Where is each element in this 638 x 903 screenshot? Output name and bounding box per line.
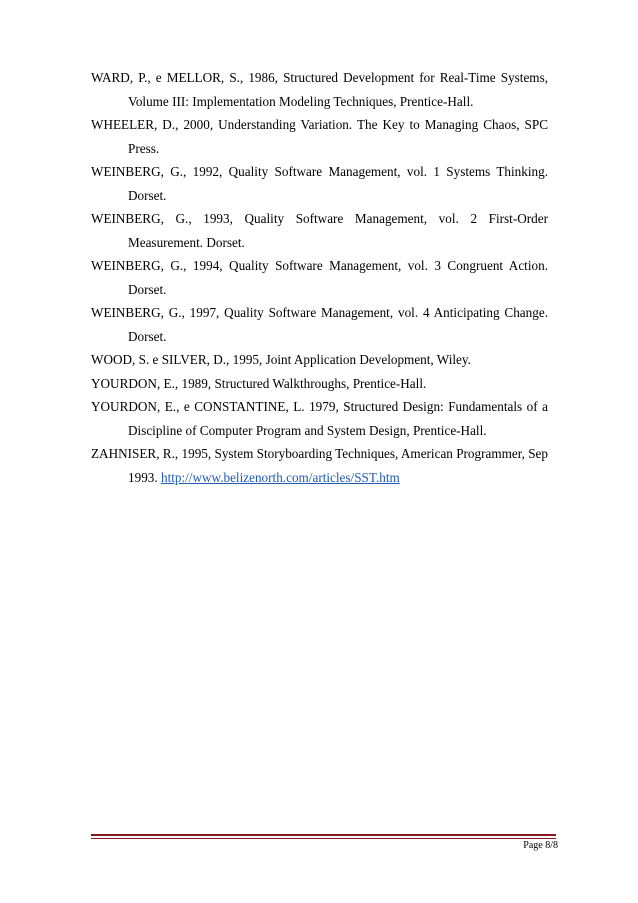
reference-list [91, 66, 548, 489]
reference-entry: WEINBERG, G., 1994, Quality Software Management, vol. 3 Congruent Action. Dorset. [91, 258, 548, 297]
reference-entry: WHEELER, D., 2000, Understanding Variation. The Key to Managing Chaos, SPC Press. [91, 117, 548, 156]
footer-rule-thin [91, 838, 556, 839]
reference-entry: WARD, P., e MELLOR, S., 1986, Structured Development for Real-Time Systems, Volume III: Implementation Modeling Techniques, Prentice-Hall. [91, 70, 548, 109]
reference-entry: YOURDON, E., e CONSTANTINE, L. 1979, Structured Design: Fundamentals of a Discipline of Computer Program and System Design, Prentice-Hall. [91, 399, 548, 438]
reference-entry: WEINBERG, G., 1992, Quality Software Management, vol. 1 Systems Thinking. Dorset. [91, 164, 548, 203]
reference-entry: WOOD, S. e SILVER, D., 1995, Joint Application Development, Wiley. [91, 352, 471, 367]
footer-rule [91, 834, 556, 836]
reference-entry: WEINBERG, G., 1993, Quality Software Management, vol. 2 First-Order Measurement. Dorset. [91, 211, 548, 250]
page-number: Page 8/8 [523, 840, 558, 851]
reference-link[interactable]: http://www.belizenorth.com/articles/SST.htm [160, 469, 400, 485]
reference-entry: YOURDON, E., 1989, Structured Walkthroughs, Prentice-Hall. [91, 375, 427, 391]
reference-entry [91, 442, 548, 489]
reference-entry: WEINBERG, G., 1997, Quality Software Management, vol. 4 Anticipating Change. Dorset. [91, 305, 548, 344]
reference-text: ZAHNISER, R., 1995, System Storyboarding Techniques, American Programmer, Sep 1993. [91, 446, 548, 485]
